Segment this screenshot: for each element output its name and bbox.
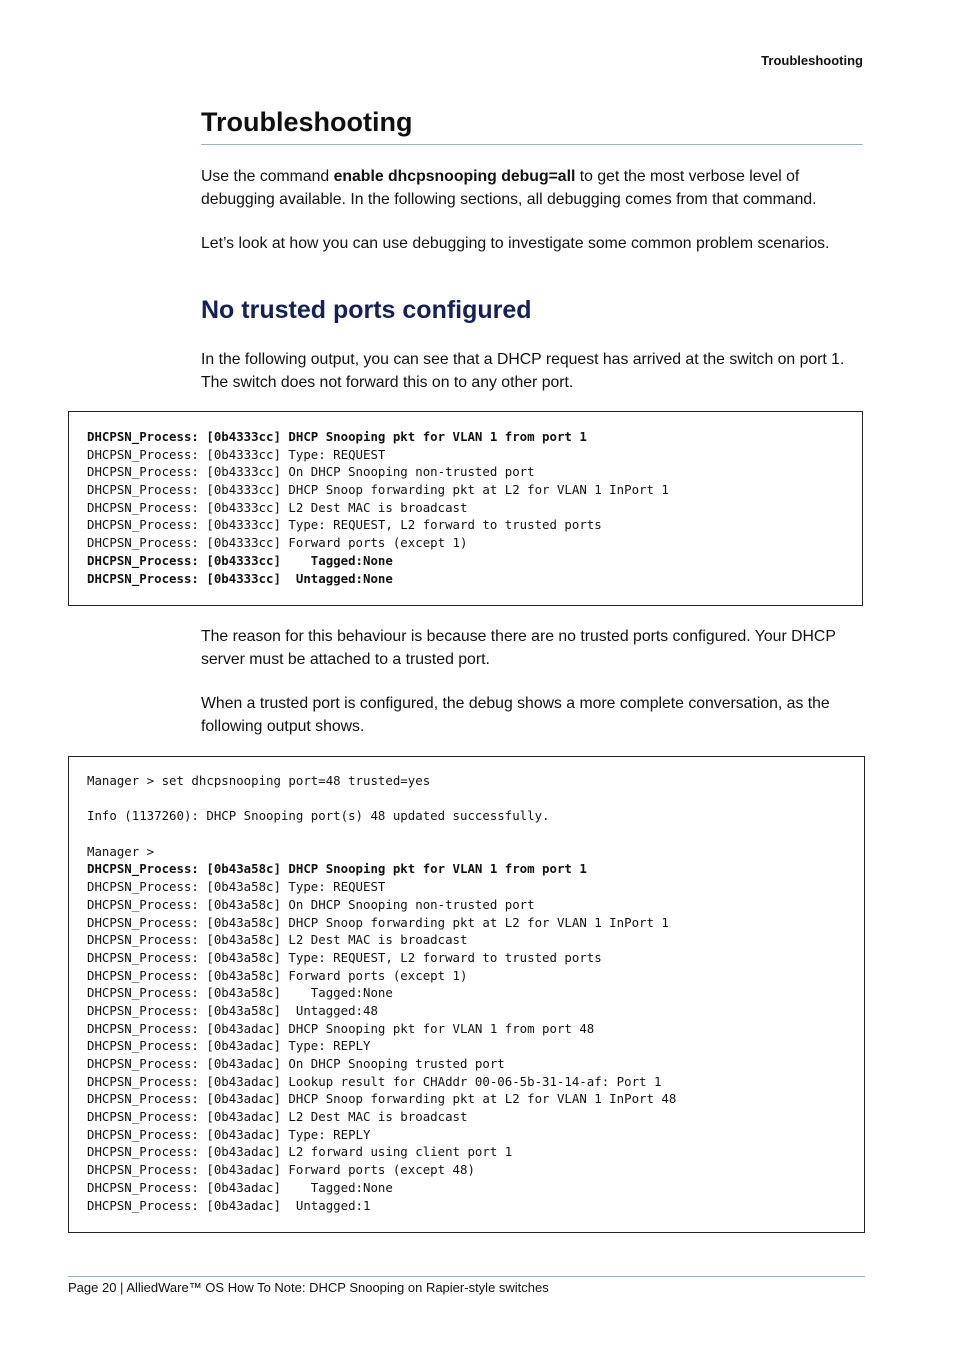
code-line: DHCPSN_Process: [0b43adac] L2 Dest MAC is broadcast (87, 1109, 468, 1125)
intro-paragraph-2: Let’s look at how you can use debugging to investigate some common problem scenarios. (201, 235, 830, 252)
code-line: DHCPSN_Process: [0b43adac] L2 forward using client port 1 (87, 1144, 513, 1160)
intro-text-after: to get the most verbose level of debugging available. In the following sections, all debugging comes from that command. (201, 168, 817, 208)
code-line: Manager > (87, 843, 155, 859)
code-line: DHCPSN_Process: [0b4333cc] DHCP Snoop forwarding pkt at L2 for VLAN 1 InPort 1 (87, 482, 669, 498)
code-line: DHCPSN_Process: [0b43adac] Type: REPLY (87, 1038, 371, 1054)
section-paragraph-3: When a trusted port is configured, the debug shows a more complete conversation, as the following output shows. (201, 695, 830, 735)
code-line: DHCPSN_Process: [0b43adac] Lookup result for CHAddr 00-06-5b-31-14-af: Port 1 (87, 1073, 662, 1089)
section-paragraph-2: The reason for this behaviour is because there are no trusted ports configured. Your DHCP server must be attached to a trusted port. (201, 628, 836, 668)
code-line: DHCPSN_Process: [0b43a58c] Tagged:None (87, 985, 393, 1001)
page-title: Troubleshooting (201, 104, 863, 145)
code-line: DHCPSN_Process: [0b43a58c] Type: REQUEST (87, 879, 386, 895)
command-text: enable dhcpsnooping debug=all (333, 168, 576, 185)
code-line: DHCPSN_Process: [0b43adac] Forward ports (except 48) (87, 1162, 475, 1178)
code-line: DHCPSN_Process: [0b4333cc] L2 Dest MAC is broadcast (87, 499, 468, 515)
code-line: DHCPSN_Process: [0b43adac] DHCP Snooping pkt for VLAN 1 from port 48 (87, 1020, 595, 1036)
code-line: DHCPSN_Process: [0b4333cc] Type: REQUEST (87, 446, 386, 462)
intro-paragraph-1 (201, 166, 863, 211)
code-line: DHCPSN_Process: [0b43adac] Untagged:1 (87, 1197, 371, 1213)
footer-rule (68, 1276, 865, 1277)
debug-output-box-2 (68, 756, 865, 1233)
page-footer: Page 20 | AlliedWare™ OS How To Note: DHCP Snooping on Rapier-style switches (68, 1280, 549, 1295)
section-paragraph-1: In the following output, you can see that a DHCP request has arrived at the switch on port 1. The switch does not forward this on to any other port. (201, 351, 845, 391)
code-line: DHCPSN_Process: [0b43a58c] DHCP Snoop forwarding pkt at L2 for VLAN 1 InPort 1 (87, 914, 669, 930)
code-line: DHCPSN_Process: [0b43a58c] L2 Dest MAC is broadcast (87, 932, 468, 948)
code-line: DHCPSN_Process: [0b4333cc] Forward ports (except 1) (87, 535, 468, 551)
code-line: DHCPSN_Process: [0b43adac] On DHCP Snooping trusted port (87, 1056, 505, 1071)
code-line: DHCPSN_Process: [0b4333cc] Untagged:None (87, 570, 393, 586)
code-line: DHCPSN_Process: [0b4333cc] Tagged:None (87, 552, 393, 568)
code-line: DHCPSN_Process: [0b4333cc] On DHCP Snooping non-trusted port (87, 464, 535, 480)
code-line (87, 825, 846, 843)
section-heading: No trusted ports configured (201, 296, 532, 324)
code-line: DHCPSN_Process: [0b43a58c] Forward ports (except 1) (87, 967, 468, 983)
code-line: DHCPSN_Process: [0b43adac] Tagged:None (87, 1179, 393, 1195)
intro-text-before: Use the command (201, 168, 334, 185)
code-line: Manager > set dhcpsnooping port=48 trusted=yes (87, 773, 431, 788)
debug-output-box-1 (68, 411, 863, 606)
code-line: DHCPSN_Process: [0b43a58c] DHCP Snooping pkt for VLAN 1 from port 1 (87, 861, 587, 877)
code-line: DHCPSN_Process: [0b43a58c] On DHCP Snooping non-trusted port (87, 896, 535, 912)
running-header: Troubleshooting (761, 53, 863, 68)
code-line (87, 790, 846, 808)
code-line: Info (1137260): DHCP Snooping port(s) 48 updated successfully. (87, 808, 550, 824)
code-line: DHCPSN_Process: [0b43a58c] Type: REQUEST, L2 forward to trusted ports (87, 949, 602, 965)
code-line: DHCPSN_Process: [0b43adac] DHCP Snoop forwarding pkt at L2 for VLAN 1 InPort 48 (87, 1091, 677, 1107)
code-line: DHCPSN_Process: [0b43a58c] Untagged:48 (87, 1002, 378, 1018)
code-line: DHCPSN_Process: [0b43adac] Type: REPLY (87, 1126, 371, 1142)
code-line: DHCPSN_Process: [0b4333cc] DHCP Snooping pkt for VLAN 1 from port 1 (87, 429, 587, 444)
code-line: DHCPSN_Process: [0b4333cc] Type: REQUEST, L2 forward to trusted ports (87, 517, 602, 533)
